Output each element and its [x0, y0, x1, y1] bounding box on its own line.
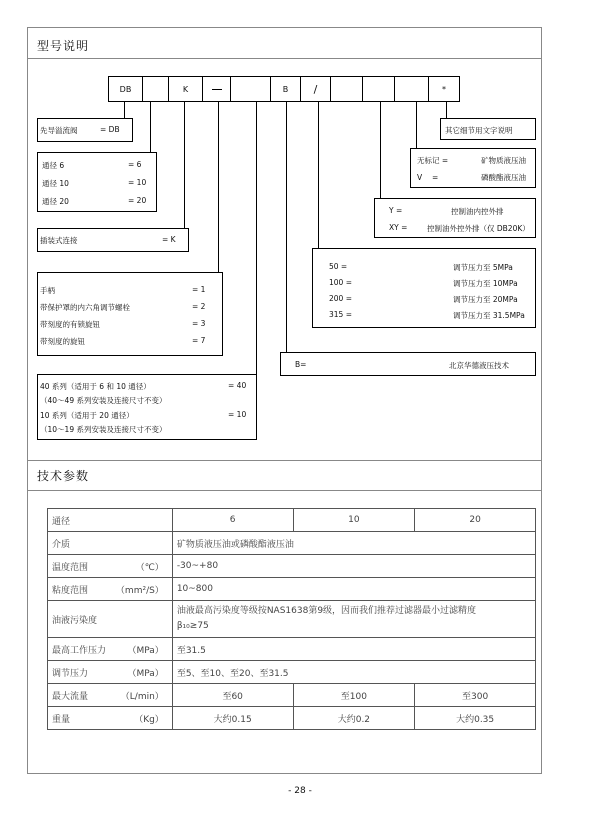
param-name: 粘度范围 （mm²/S） — [48, 578, 173, 601]
oil-value: 磷酸酯液压油 — [481, 173, 526, 182]
brand-box — [280, 352, 536, 376]
table-row — [48, 601, 536, 638]
connector — [380, 102, 381, 198]
spec-table — [47, 508, 536, 730]
param-name: 油液污染度 — [48, 601, 173, 638]
adjust-value: = 7 — [192, 336, 206, 345]
type-label: 先导溢流阀 — [40, 126, 78, 135]
param-value: 大约0.35 — [415, 707, 536, 730]
series-label: （10～19 系列安装及连接尺寸不变） — [40, 425, 167, 434]
mount-value: = K — [162, 235, 176, 244]
size-label: 通径 6 — [42, 161, 65, 170]
pressure-label: 100 = — [329, 278, 352, 287]
oil-label: 无标记 = — [417, 156, 449, 165]
table-row — [48, 707, 536, 730]
mount-box — [37, 228, 189, 252]
series-label: （40～49 系列安装及连接尺寸不变） — [40, 396, 167, 405]
connector — [256, 102, 257, 374]
param-value: 至100 — [293, 684, 415, 707]
param-value: 至31.5 — [172, 638, 535, 661]
adjust-label: 带刻度的有锁旋钮 — [40, 320, 100, 329]
param-value: 6 — [172, 509, 293, 532]
divider — [27, 490, 542, 491]
table-row — [48, 578, 536, 601]
param-name: 介质 — [48, 532, 173, 555]
series-value: = 10 — [228, 410, 247, 419]
code-cell — [231, 77, 271, 101]
type-value: = DB — [100, 125, 120, 134]
param-name: 调节压力 （MPa） — [48, 661, 173, 684]
pressure-box — [312, 248, 536, 328]
adjust-label: 带刻度的旋钮 — [40, 337, 85, 346]
table-row — [48, 555, 536, 578]
code-cell — [395, 77, 429, 101]
param-name: 重量 （Kg） — [48, 707, 173, 730]
brand-label: B= — [295, 360, 307, 369]
param-value: 10 — [293, 509, 415, 532]
param-value: 至300 — [415, 684, 536, 707]
table-row — [48, 661, 536, 684]
size-label: 通径 20 — [42, 197, 69, 206]
drain-label: XY = — [389, 223, 408, 232]
code-cell — [363, 77, 395, 101]
param-name: 最高工作压力 （MPa） — [48, 638, 173, 661]
adjust-value: = 2 — [192, 302, 206, 311]
pressure-value: 调节压力至 10MPa — [453, 279, 518, 288]
param-value: 至60 — [172, 684, 293, 707]
param-value: 油液最高污染度等级按NAS1638第9级，因而我们推荐过滤器最小过滤精度 β₁₀≥75 — [172, 601, 535, 638]
param-name: 温度范围 （℃） — [48, 555, 173, 578]
connector — [416, 102, 417, 148]
table-row — [48, 684, 536, 707]
code-cell-dash — [203, 77, 231, 101]
size-box — [37, 152, 157, 212]
drain-label: Y = — [389, 206, 403, 215]
connector — [318, 102, 319, 248]
adjust-value: = 3 — [192, 319, 206, 328]
pressure-value: 调节压力至 5MPa — [453, 263, 513, 272]
param-value: 矿物质液压油或磷酸酯液压油 — [172, 532, 535, 555]
code-cell: DB — [109, 77, 143, 101]
code-cell-slash: / — [301, 77, 331, 101]
divider — [27, 460, 542, 461]
series-label: 40 系列（适用于 6 和 10 通径） — [40, 382, 151, 391]
table-row — [48, 638, 536, 661]
drain-value: 控制油内控外排 — [451, 207, 504, 216]
drain-box — [374, 198, 536, 238]
code-cell: K — [169, 77, 203, 101]
code-cell — [143, 77, 169, 101]
table-row — [48, 509, 536, 532]
adjust-label: 带保护罩的内六角调节螺栓 — [40, 303, 130, 312]
section-title-spec: 技术参数 — [37, 469, 90, 483]
adjust-label: 手柄 — [40, 286, 55, 295]
param-value: 10~800 — [172, 578, 535, 601]
connector — [150, 102, 151, 152]
code-cell: * — [442, 84, 446, 94]
pressure-value: 调节压力至 31.5MPa — [453, 311, 525, 320]
brand-value: 北京华德液压技术 — [449, 361, 509, 370]
code-cell — [331, 77, 363, 101]
series-label: 10 系列（适用于 20 通径） — [40, 411, 134, 420]
param-name: 最大流量 （L/min） — [48, 684, 173, 707]
page-number: - 28 - — [288, 786, 312, 796]
section-title-model: 型号说明 — [37, 39, 90, 53]
size-value: = 20 — [128, 196, 147, 205]
mount-label: 插装式连接 — [40, 236, 78, 245]
pressure-value: 调节压力至 20MPa — [453, 295, 518, 304]
oil-box — [410, 148, 536, 188]
connector — [446, 102, 447, 118]
connector — [184, 102, 185, 228]
size-label: 通径 10 — [42, 179, 69, 188]
pressure-label: 50 = — [329, 262, 348, 271]
table-row — [48, 532, 536, 555]
series-value: = 40 — [228, 381, 247, 390]
param-value: 20 — [415, 509, 536, 532]
param-value: 大约0.15 — [172, 707, 293, 730]
drain-value: 控制油外控外排（仅 DB20K） — [427, 224, 530, 233]
other-box — [440, 118, 536, 140]
pressure-label: 200 = — [329, 294, 352, 303]
connector — [124, 102, 125, 118]
other-label: 其它细节用文字说明 — [445, 126, 513, 135]
type-box — [37, 118, 133, 142]
model-code-strip — [108, 76, 460, 102]
series-box — [37, 374, 257, 440]
oil-label: V = — [417, 173, 439, 182]
code-cell: B — [271, 77, 301, 101]
size-value: = 6 — [128, 160, 142, 169]
connector — [286, 102, 287, 352]
divider — [27, 58, 542, 59]
param-name: 通径 — [48, 509, 173, 532]
adjust-value: = 1 — [192, 285, 206, 294]
param-value: -30~+80 — [172, 555, 535, 578]
pressure-label: 315 = — [329, 310, 352, 319]
size-value: = 10 — [128, 178, 147, 187]
param-value: 大约0.2 — [293, 707, 415, 730]
param-value: 至5、至10、至20、至31.5 — [172, 661, 535, 684]
connector — [218, 102, 219, 272]
adjust-box — [37, 272, 223, 356]
oil-value: 矿物质液压油 — [481, 156, 526, 165]
